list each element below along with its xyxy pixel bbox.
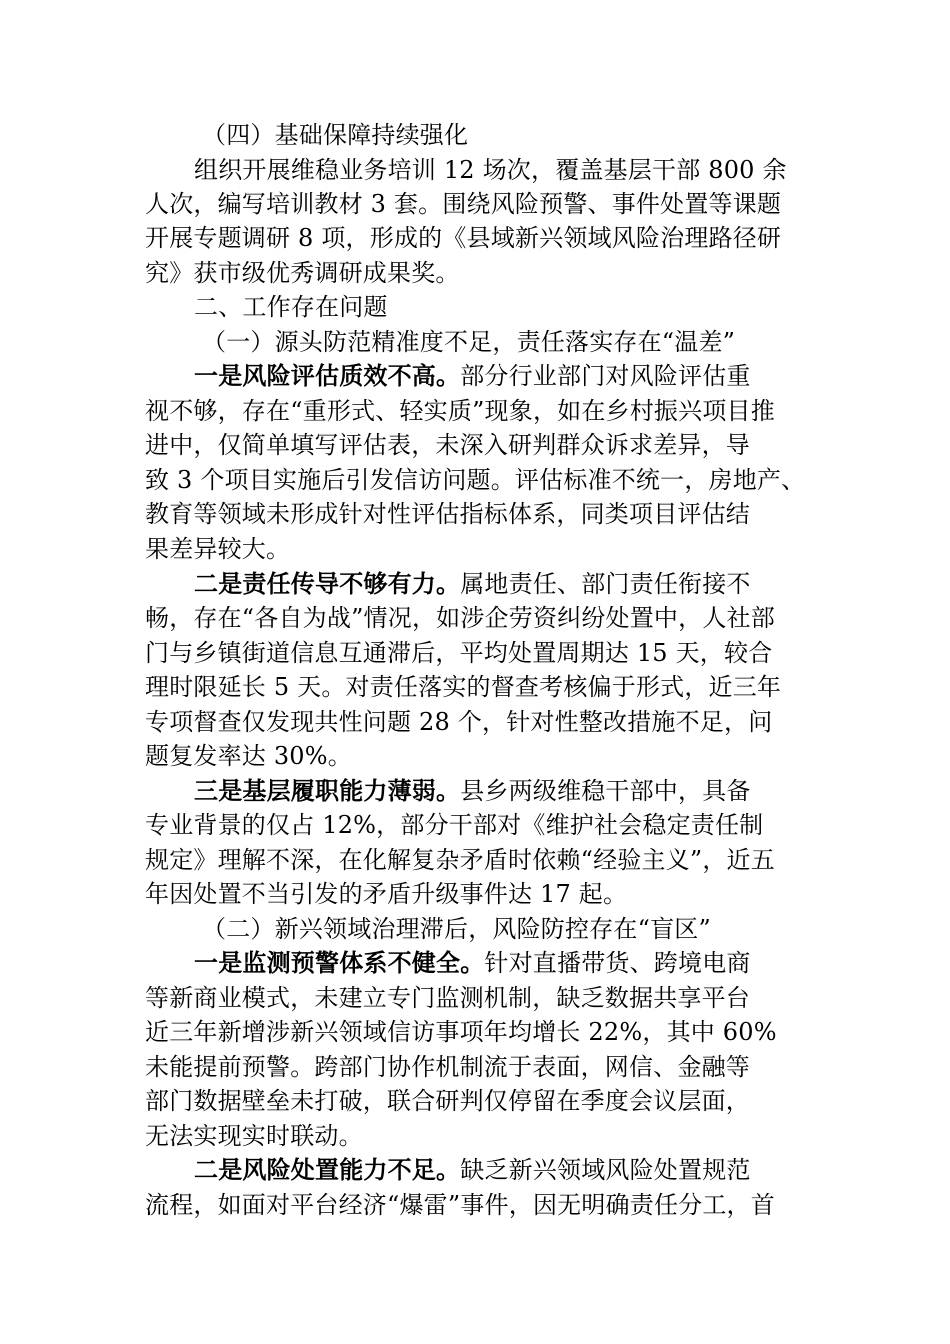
- bold-lead: 三是基层履职能力薄弱。: [194, 776, 461, 805]
- paragraph-line: 无法实现实时联动。: [145, 1122, 363, 1150]
- paragraph-line: 专项督查仅发现共性问题 28 个，针对性整改措施不足，问: [145, 708, 773, 736]
- paragraph-line: 等新商业模式，未建立专门监测机制，缺乏数据共享平台: [145, 984, 750, 1012]
- section-heading: （四）基础保障持续强化: [202, 121, 469, 149]
- section-heading: （一）源头防范精准度不足，责任落实存在“温差”: [202, 328, 736, 356]
- paragraph-line: 组织开展维稳业务培训 12 场次，覆盖基层干部 800 余: [194, 156, 787, 184]
- paragraph-line: 专业背景的仅占 12%，部分干部对《维护社会稳定责任制: [145, 811, 764, 839]
- paragraph-line: 规定》理解不深，在化解复杂矛盾时依赖“经验主义”，近五: [145, 846, 775, 874]
- paragraph-line: 门与乡镇街道信息互通滞后，平均处置周期达 15 天，较合: [145, 639, 773, 667]
- bold-lead: 二是风险处置能力不足。: [194, 1155, 461, 1184]
- paragraph-line: 未能提前预警。跨部门协作机制流于表面，网信、金融等: [145, 1053, 750, 1081]
- paragraph-line: 年因处置不当引发的矛盾升级事件达 17 起。: [145, 880, 628, 908]
- bold-lead: 一是风险评估质效不高。: [194, 361, 461, 390]
- section-heading: （二）新兴领域治理滞后，风险防控存在“盲区”: [202, 915, 711, 943]
- paragraph-line: 一是监测预警体系不健全。针对直播带货、跨境电商: [194, 948, 751, 977]
- bold-lead: 二是责任传导不够有力。: [194, 569, 461, 598]
- bold-lead: 一是监测预警体系不健全。: [194, 948, 485, 977]
- paragraph-line: 二是风险处置能力不足。缺乏新兴领域风险处置规范: [194, 1155, 751, 1184]
- paragraph-line: 人次，编写培训教材 3 套。围绕风险预警、事件处置等课题: [145, 190, 782, 218]
- paragraph-line: 流程，如面对平台经济“爆雷”事件，因无明确责任分工，首: [145, 1191, 775, 1219]
- paragraph-line: 开展专题调研 8 项，形成的《县域新兴领域风险治理路径研: [145, 224, 782, 252]
- paragraph-line: 果差异较大。: [145, 535, 291, 563]
- paragraph-line: 究》获市级优秀调研成果奖。: [145, 259, 460, 287]
- paragraph-line: 理时限延长 5 天。对责任落实的督查考核偏于形式，近三年: [145, 673, 782, 701]
- paragraph-line: 三是基层履职能力薄弱。县乡两级维稳干部中，具备: [194, 776, 751, 805]
- paragraph-line: 致 3 个项目实施后引发信访问题。评估标准不统一，房地产、: [145, 466, 806, 494]
- paragraph-line: 二是责任传导不够有力。属地责任、部门责任衔接不: [194, 569, 751, 598]
- paragraph-line: 进中，仅简单填写评估表，未深入研判群众诉求差异，导: [145, 431, 750, 459]
- paragraph-line: 部门数据壁垒未打破，联合研判仅停留在季度会议层面，: [145, 1087, 750, 1115]
- paragraph-line: 视不够，存在“重形式、轻实质”现象，如在乡村振兴项目推: [145, 397, 775, 425]
- chapter-heading: 二、工作存在问题: [194, 293, 388, 321]
- paragraph-line: 教育等领域未形成针对性评估指标体系，同类项目评估结: [145, 500, 750, 528]
- paragraph-line: 近三年新增涉新兴领域信访事项年均增长 22%，其中 60%: [145, 1018, 777, 1046]
- paragraph-line: 题复发率达 30%。: [145, 742, 352, 770]
- paragraph-line: 畅，存在“各自为战”情况，如涉企劳资纠纷处置中，人社部: [145, 604, 775, 632]
- paragraph-line: 一是风险评估质效不高。部分行业部门对风险评估重: [194, 361, 751, 390]
